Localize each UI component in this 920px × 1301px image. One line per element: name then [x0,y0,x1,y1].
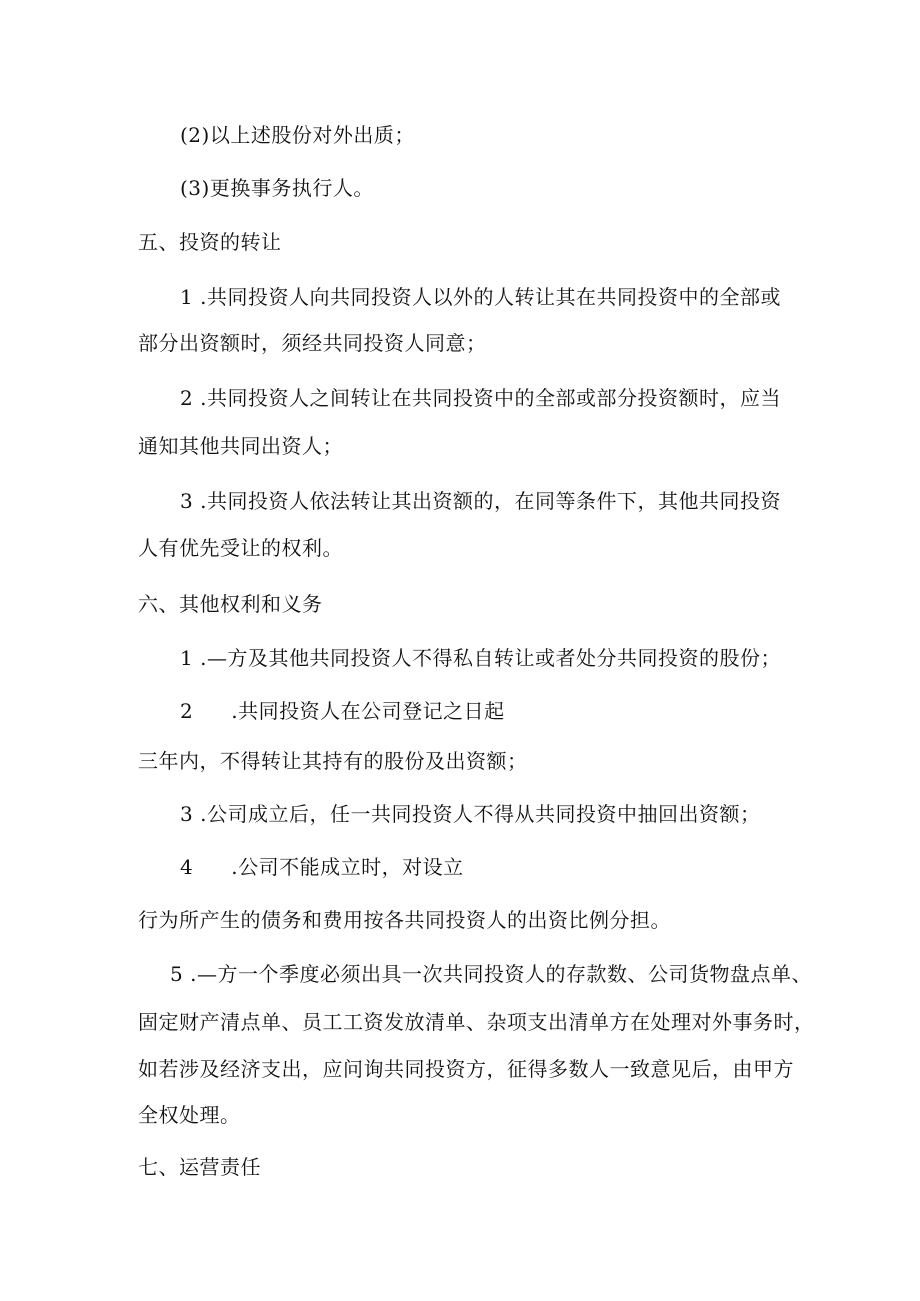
paragraph-line: 通知其他共同出资人； [138,434,343,458]
item-text: .公司不能成立时，对设立 [231,855,464,879]
paragraph-line: 人有优先受让的权利。 [138,536,343,560]
paragraph-line: 三年内，不得转让其持有的股份及出资额； [138,749,528,773]
clause-3-text: (3)更换事务执行人。 [180,176,374,200]
item-number: 2 [180,699,194,723]
paragraph-line: 如若涉及经济支出，应问询共同投资方，征得多数人一致意见后，由甲方 [138,1057,794,1081]
paragraph-line: 行为所产生的债务和费用按各共同投资人的出资比例分担。 [138,908,671,932]
paragraph-line: 1 .共同投资人向共同投资人以外的人转让其在共同投资中的全部或 [180,285,781,309]
paragraph-line: 2 .共同投资人之间转让在共同投资中的全部或部分投资额时，应当 [180,386,781,410]
paragraph-line: 3 .公司成立后，任一共同投资人不得从共同投资中抽回出资额； [180,802,761,826]
section-heading-5: 五、投资的转让 [138,230,282,254]
paragraph-line: 部分出资额时，须经共同投资人同意； [138,331,487,355]
paragraph-line: 1 .—方及其他共同投资人不得私自转让或者处分共同投资的股份； [180,646,781,670]
paragraph-line: 3 .共同投资人依法转让其出资额的，在同等条件下，其他共同投资 [180,489,781,513]
clause-2-text: (2)以上述股份对外出质； [180,123,415,147]
paragraph-line: 全权处理。 [138,1103,241,1127]
section-heading-6: 六、其他权利和义务 [138,592,323,616]
paragraph-line: 5 .—方一个季度必须出具一次共同投资人的存款数、公司货物盘点单、 [170,962,812,986]
item-text: .共同投资人在公司登记之日起 [231,699,505,723]
paragraph-line [180,853,464,881]
item-number: 4 [180,855,194,879]
section-heading-7: 七、运营责任 [138,1155,261,1179]
paragraph-line [180,697,505,725]
paragraph-line: 固定财产清点单、员工工资发放清单、杂项支出清单方在处理对外事务时， [138,1010,815,1034]
